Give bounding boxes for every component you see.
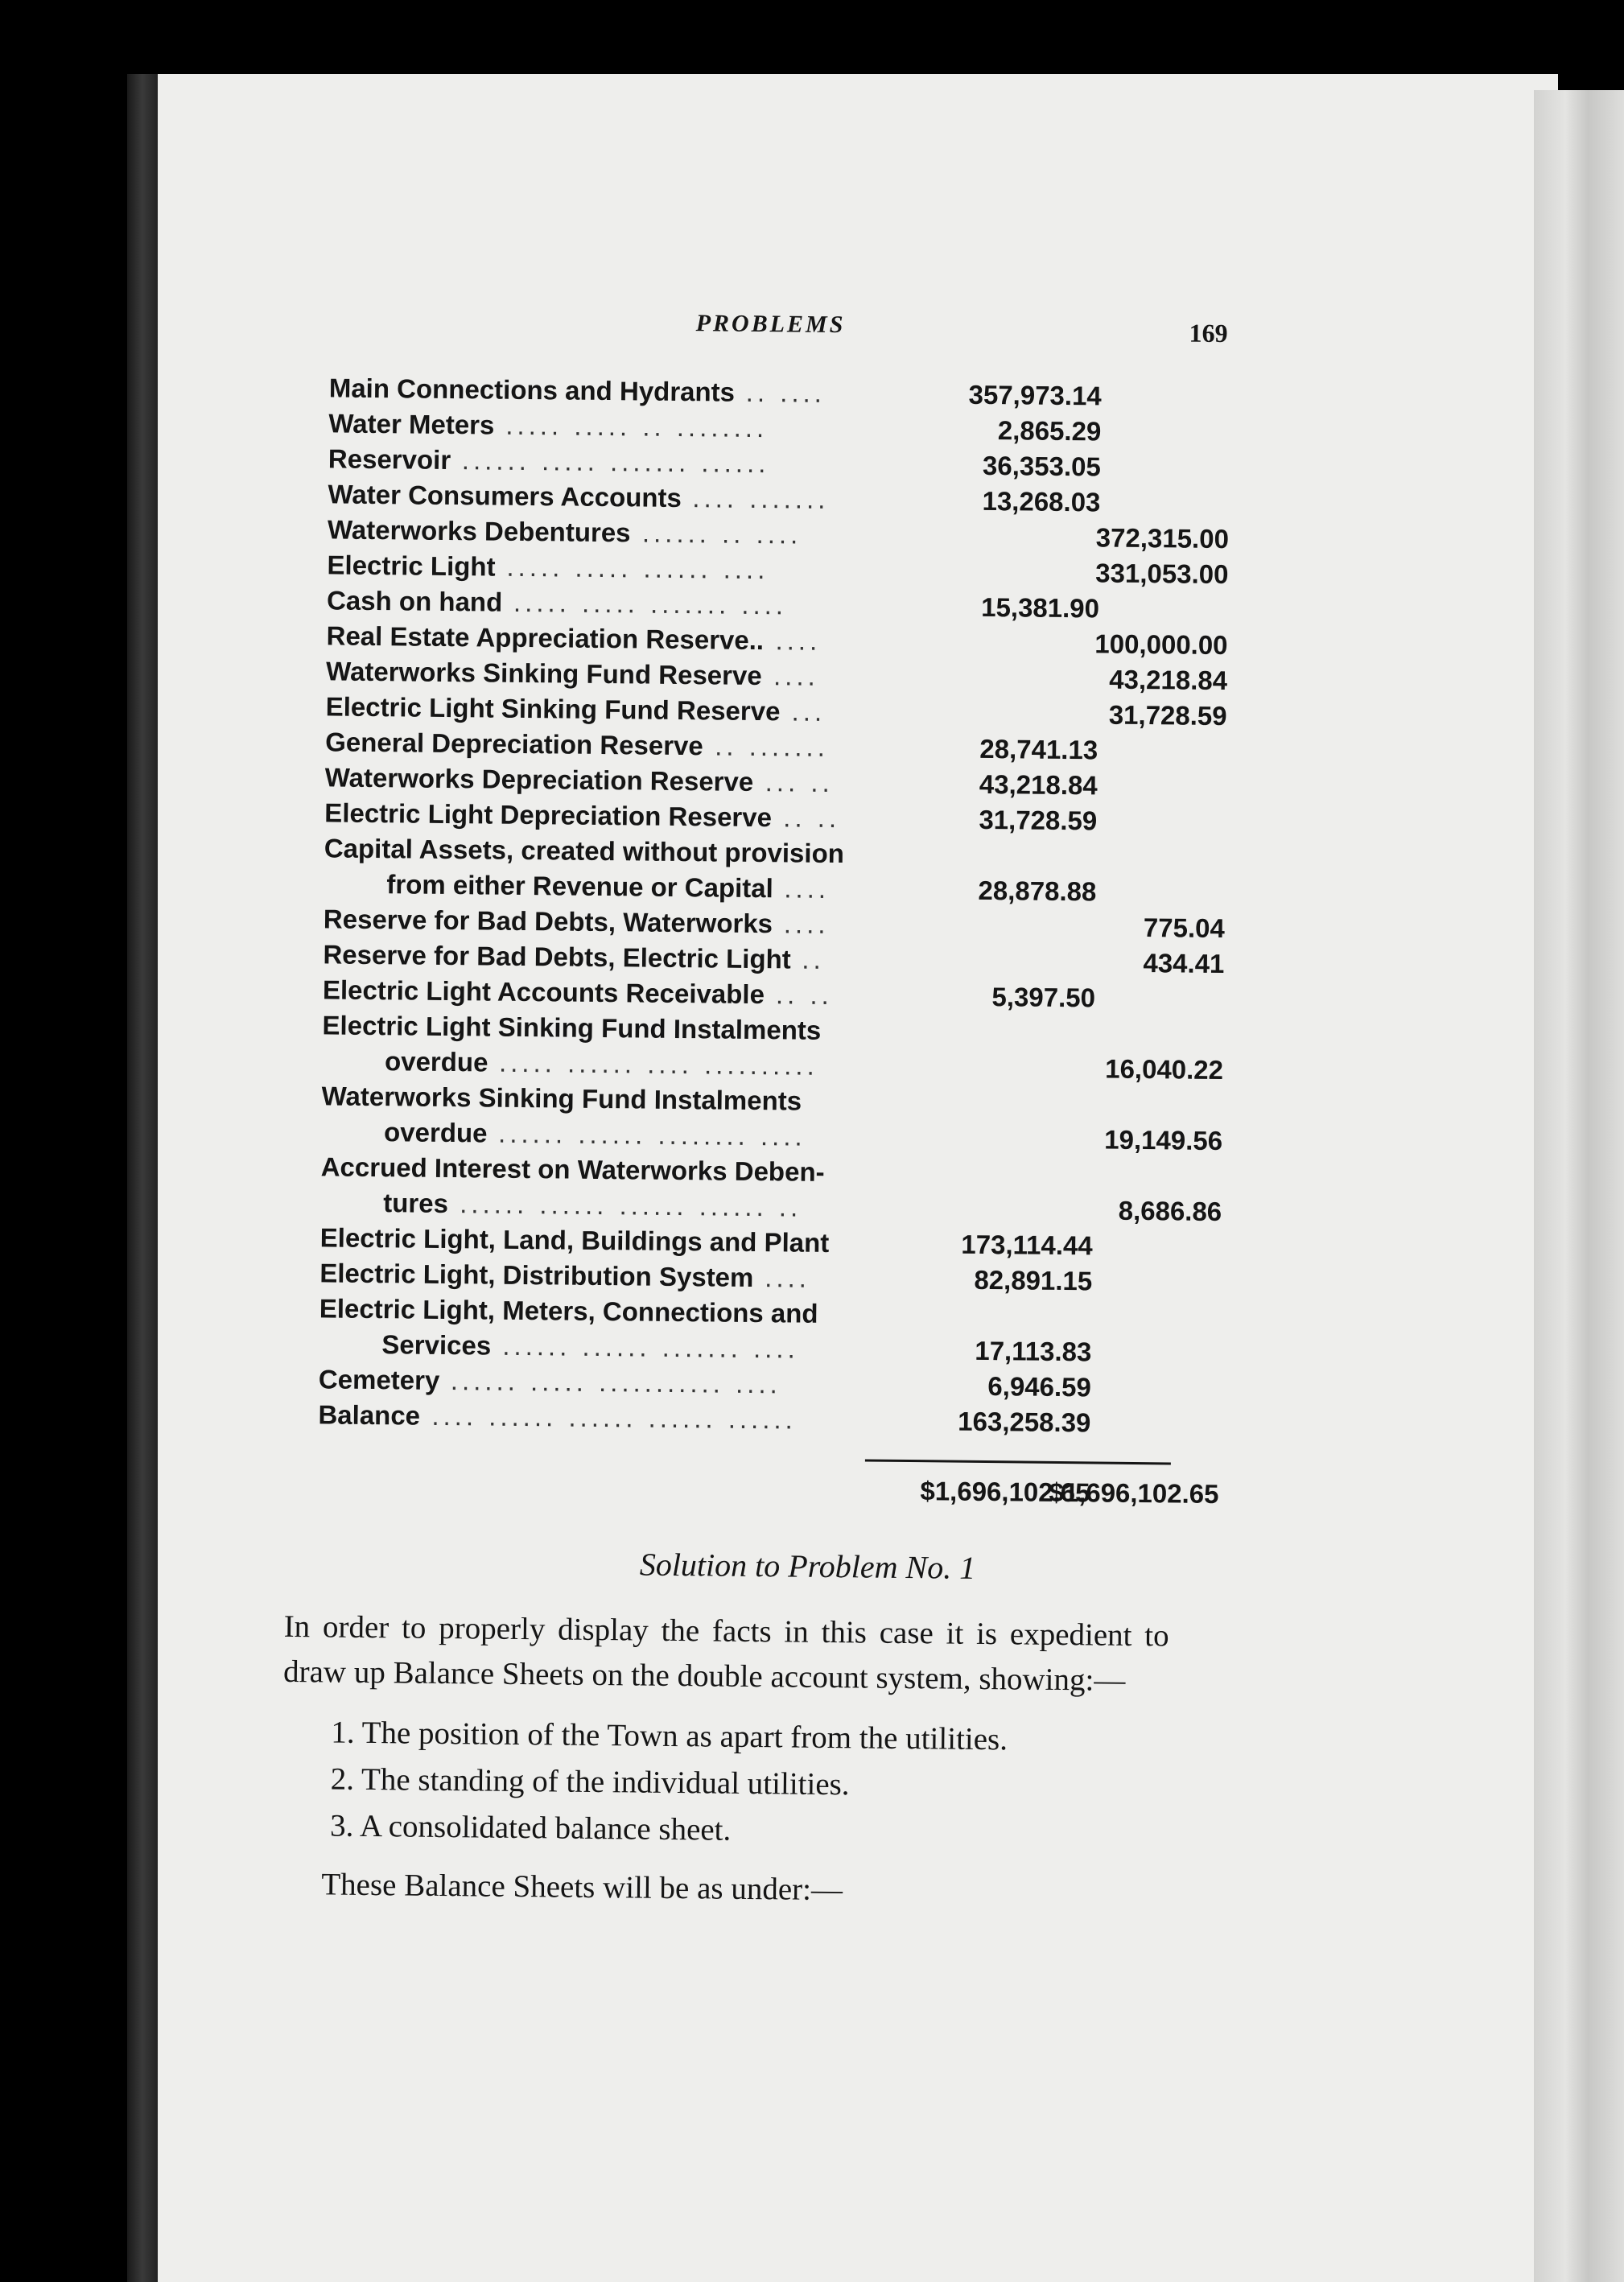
leader-dots: .... ...... ...... ...... ...... [431,1400,798,1435]
credit-amount: 331,053.00 [1095,558,1229,590]
row-label: Cemetery [318,1364,440,1395]
row-label: Reserve for Bad Debts, Electric Light [323,939,791,974]
credit-amount: 43,218.84 [1109,664,1228,696]
debit-amount: 36,353.05 [982,450,1102,482]
intro-paragraph: In order to properly display the facts in this case it is expedient to draw up Balance Sheets on the double account system, showing:— [282,1609,1169,1698]
leader-dots: ..... ...... .... .......... [498,1047,818,1081]
credit-amount: 16,040.22 [1105,1053,1224,1085]
totals-row [317,1469,1218,1519]
leader-dots: .... [784,873,831,904]
leader-dots: .... [773,661,819,691]
running-header [297,306,1231,364]
list-item: 3. A consolidated balance sheet. [329,1808,732,1847]
row-label: Electric Light Accounts Receivable [322,974,765,1010]
row-label: Reservoir [328,443,451,476]
debit-total: $1,696,102.65 [920,1476,1090,1508]
leader-dots: .... [765,1263,811,1293]
row-label: Waterworks Sinking Fund Reserve [325,656,762,691]
leader-dots: ..... ..... ...... .... [506,551,769,585]
page-content [281,298,1231,1917]
debit-amount: 31,728.59 [979,804,1098,836]
row-label: Waterworks Debentures [327,514,631,548]
credit-amount: 775.04 [1143,912,1226,944]
row-label: Waterworks Depreciation Reserve [324,762,754,797]
credit-amount: 372,315.00 [1095,522,1230,554]
leader-dots: ... [791,696,826,727]
leader-dots: .. .. [783,802,841,834]
debit-amount: 2,865.29 [997,415,1102,447]
leader-dots: ..... ..... ....... .... [513,587,788,620]
debit-amount: 15,381.90 [981,591,1100,624]
row-label: Electric Light [327,550,496,582]
row-label: Cash on hand [326,585,503,617]
leader-dots: .. ....... [715,731,830,762]
leader-dots: ...... ..... ....... ...... [461,445,770,479]
running-title: PROBLEMS [695,310,846,339]
list-item: 2. The standing of the individual utilities. [330,1761,850,1802]
total-rule [865,1459,1171,1464]
solution-heading: Solution to Problem No. 1 [639,1546,976,1586]
row-label: Real Estate Appreciation Reserve.. [326,620,765,656]
row-label: Main Connections and Hydrants [328,373,736,407]
row-label: Electric Light Sinking Fund Instalments [322,1010,822,1045]
row-label: Services [381,1329,492,1361]
list-item: 1. The position of the Town as apart from the utilities. [331,1715,1008,1757]
debit-amount: 43,218.84 [979,768,1098,801]
row-label: Waterworks Sinking Fund Instalments [321,1081,802,1116]
page-edge [1534,90,1624,2282]
row-label: tures [383,1188,449,1219]
debit-amount: 163,258.39 [958,1406,1091,1438]
leader-dots: .. .... [745,377,826,408]
leader-dots: ...... ...... ...... ...... .. [460,1188,802,1222]
leader-dots: .... [775,625,822,656]
debit-amount: 5,397.50 [991,982,1096,1013]
row-label: Reserve for Bad Debts, Waterworks [323,904,773,939]
leader-dots: .. [802,944,825,974]
row-label: General Depreciation Reserve [325,727,703,761]
debit-amount: 82,891.15 [974,1264,1093,1296]
leader-dots: .. .. [775,979,833,1011]
leader-dots: ...... ...... ....... .... [502,1330,799,1364]
row-label: Water Meters [328,408,495,440]
row-label: Accrued Interest on Waterworks Deben- [320,1151,825,1187]
leader-dots: ...... ...... ........ .... [497,1118,806,1151]
debit-amount: 13,268.03 [982,485,1101,517]
book-gutter [127,74,158,2282]
row-label: from either Revenue or Capital [386,869,773,904]
credit-amount: 8,686.86 [1118,1195,1222,1227]
leader-dots: ...... ..... ........... .... [450,1365,781,1399]
row-label: Capital Assets, created without provision [324,833,845,869]
debit-amount: 17,113.83 [975,1335,1092,1367]
row-label: Electric Light, Land, Buildings and Plant [319,1222,830,1258]
row-label: Water Consumers Accounts [328,479,682,513]
debit-amount: 28,878.88 [978,875,1097,907]
debit-amount: 6,946.59 [987,1371,1092,1403]
credit-total: $1,696,102.65 [1049,1477,1219,1510]
credit-amount: 19,149.56 [1104,1124,1223,1156]
row-label: Electric Light Depreciation Reserve [324,797,773,833]
credit-amount: 434.41 [1143,948,1225,979]
row-label: Electric Light, Meters, Connections and [319,1293,818,1328]
row-label: overdue [384,1046,488,1077]
page-number: 169 [1189,318,1228,348]
leader-dots: ..... ..... .. ........ [505,410,769,443]
row-label: Electric Light, Distribution System [319,1258,754,1292]
credit-amount: 100,000.00 [1094,628,1228,661]
closing-line: These Balance Sheets will be as under:— [321,1867,843,1908]
trial-balance-table [318,370,1230,1442]
debit-amount: 28,741.13 [979,733,1098,765]
debit-amount: 173,114.44 [961,1229,1093,1261]
leader-dots: .... ....... [692,483,830,514]
row-label: Balance [318,1399,421,1431]
leader-dots: .... [783,908,830,939]
row-label: overdue [383,1117,488,1148]
row-label: Electric Light Sinking Fund Reserve [325,691,781,727]
numbered-list [330,1710,1177,1859]
leader-dots: ...... .. .... [641,517,802,550]
leader-dots: ... .. [765,767,834,798]
credit-amount: 31,728.59 [1108,699,1227,731]
debit-amount: 357,973.14 [968,379,1102,411]
